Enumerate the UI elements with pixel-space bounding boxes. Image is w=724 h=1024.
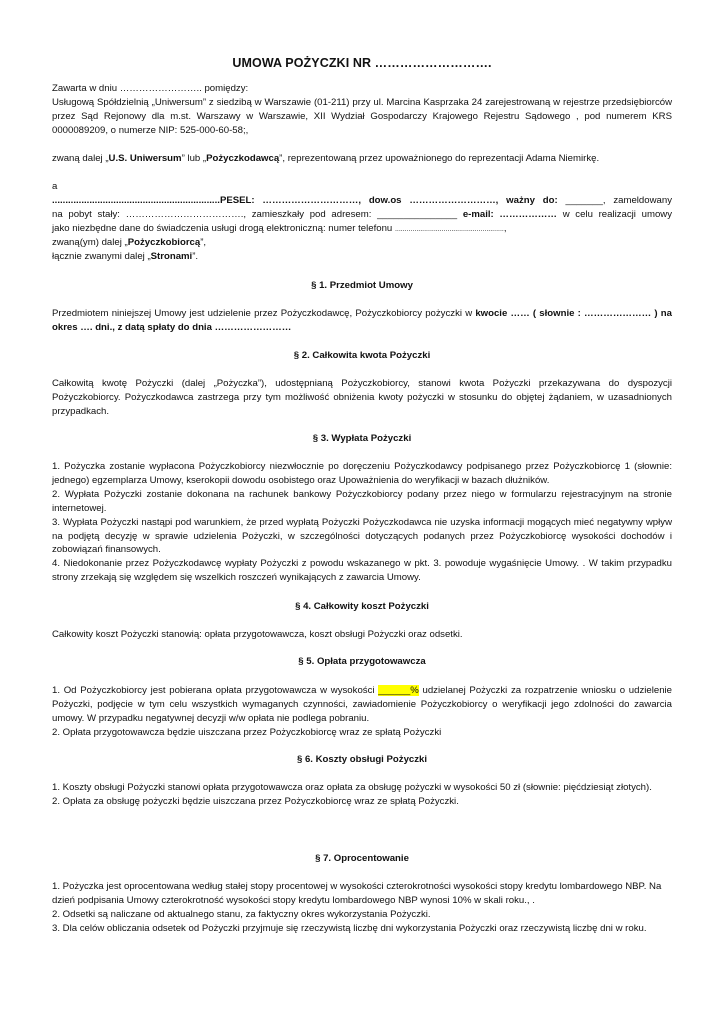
- section-5-point-1: 1. Od Pożyczkobiorcy jest pobierana opłata przygotowawcza w wysokości ______% udzielanej Pożyczki za rozpatrzenie wniosku o udzielenie Pożyczki, podjęcie w tym celu wszystkich wymaganych czynności, zawiadomienie Pożyczkobiorcy o weryfikacji jego zdolności do zawarcia umowy. W przypadku negatywnej decyzji w/w opłata nie podlega pobraniu.: [52, 685, 672, 724]
- section-3-heading: § 3. Wypłata Pożyczki: [312, 433, 412, 444]
- section-3-point-1: 1. Pożyczka zostanie wypłacona Pożyczkobiorcy niezwłocznie po doręczeniu Pożyczkodawcy podpisanego przez Pożyczkobiorcę 1 (słownie: jednego) egzemplarza Umowy, kserokopii dowodu osobistego oraz Upoważnienia do weryfikacji w bazach dłużników.: [52, 461, 672, 486]
- section-2-heading: § 2. Całkowita kwota Pożyczki: [293, 350, 431, 361]
- section-1-heading: § 1. Przedmiot Umowy: [311, 280, 413, 291]
- section-3-point-3: 3. Wypłata Pożyczki nastąpi pod warunkiem, że przed wypłatą Pożyczki Pożyczkodawca nie uzyska informacji mogących mieć negatywny wpływ na podjętą decyzję w sprawie udzielenia Pożyczki, w szczególności dotyczących podanych przez Pożyczkobiorcę wysokości dochodów i zobowiązań finansowych.: [52, 516, 672, 556]
- section-6-body: [52, 781, 672, 809]
- section-6-point-1: 1. Koszty obsługi Pożyczki stanowi opłata przygotowawcza oraz opłata za obsługę pożyczki w wysokości 50 zł (słownie: pięćdziesiąt złotych).: [52, 782, 652, 793]
- section-5-heading: § 5. Opłata przygotowawcza: [298, 656, 426, 667]
- section-4-heading: § 4. Całkowity koszt Pożyczki: [295, 601, 429, 612]
- section-7-point-2: 2. Odsetki są naliczane od aktualnego stanu, za faktyczny okres wykorzystania Pożyczki.: [52, 908, 431, 920]
- section-7-body: [52, 880, 672, 936]
- document-title: UMOWA POŻYCZKI NR ……………………….: [232, 56, 492, 70]
- fee-percent-field: ______%: [378, 685, 419, 696]
- section-7-heading: § 7. Oprocentowanie: [315, 853, 409, 864]
- borrower-role-name: Pożyczkobiorcą: [127, 237, 201, 248]
- and-conjunction: a: [52, 181, 58, 192]
- section-4-text: Całkowity koszt Pożyczki stanowią: opłata przygotowawcza, koszt obsługi Pożyczki oraz odsetki.: [52, 629, 463, 640]
- borrower-line-2: na pobyt stały: ………………………………., zamieszkały pod adresem: _______________ e-mail: ……………… w celu realizacji umowy: [52, 209, 673, 220]
- section-7-point-3: 3. Dla celów obliczania odsetek od Pożyczki przyjmuje się rzeczywistą liczbę dni wykorzystania Pożyczki oraz rzeczywistą liczbę dni w roku.: [52, 922, 647, 934]
- section-2-text: Całkowitą kwotę Pożyczki (dalej „Pożyczka”), udostępnianą Pożyczkobiorcy, stanowi kwota Pożyczki przekazywana do dyspozycji Pożyczkobiorcy. Pożyczkodawca zastrzega przy tym możliwość obniżenia kwoty pożyczki w stosunku do objętej żądaniem, w uzasadnionych przypadkach.: [52, 378, 672, 417]
- section-3-point-2: 2. Wypłata Pożyczki zostanie dokonana na rachunek bankowy Pożyczkobiorcy podany przez niego w formularzu rejestracyjnym na stronie internetowej.: [52, 488, 672, 514]
- section-3-point-4: 4. Niedokonanie przez Pożyczkodawcę wypłaty Pożyczki z powodu wskazanego w pkt. 3. powoduje wygaśnięcie Umowy. . W takim przypadku strony zrzekają się względem się wszelkich roszczeń wynikających z zawarcia Umowy.: [52, 558, 672, 584]
- lender-role-name: Pożyczkodawcą: [206, 153, 280, 164]
- lender-paragraph: Usługową Spółdzielnią „Uniwersum” z siedzibą w Warszawie (01-211) przy ul. Marcina Kasprzaka 24 zarejestrowaną w rejestrze przedsiębiorców przez Sąd Rejonowy dla m.st. Warszawy w Warszawie, XII Wydział Gospodarczy Krajowego Rejestru Sądowego , pod numerem KRS 0000089209, o numerze NIP: 525-000-60-58;,: [52, 97, 672, 136]
- section-6-heading: § 6. Koszty obsługi Pożyczki: [296, 754, 428, 765]
- borrower-line-1: ...............................................................PESEL: …………………………, dow.os ………………………, ważny do: _______, zameldowany: [52, 195, 672, 206]
- section-6-point-2: 2. Opłata za obsługę pożyczki będzie uiszczana przez Pożyczkobiorcę wraz ze spłatą Pożyczki.: [52, 795, 459, 807]
- borrower-pesel: PESEL: …………………………, dow.os ………………………, ważny do:: [219, 195, 558, 206]
- contract-date-line: Zawarta w dniu …………………….. pomiędzy:: [52, 83, 249, 94]
- section-5-point-2: 2. Opłata przygotowawcza będzie uiszczana przez Pożyczkobiorcę wraz ze spłatą Pożyczki: [52, 726, 442, 738]
- section-1-text: Przedmiotem niniejszej Umowy jest udzielenie przez Pożyczkodawcę, Pożyczkobiorcy pożyczki w kwocie …… ( słownie : ………………… ) na okres …. dni., z datą spłaty do dnia ……………………: [52, 308, 672, 333]
- section-5-body: [52, 684, 672, 740]
- borrower-email: e-mail: ………………: [462, 209, 557, 220]
- section-3-body: [52, 460, 672, 585]
- lender-called-line: zwaną dalej „U.S. Uniwersum” lub „Pożyczkodawcą”, reprezentowaną przez upoważnionego do reprezentacji Adama Niemirkę.: [52, 153, 600, 164]
- parties-line: łącznie zwanymi dalej „Stronami”.: [52, 251, 199, 262]
- borrower-called-line: zwaną(ym) dalej „Pożyczkobiorcą”,: [52, 237, 207, 248]
- section-7-point-1: 1. Pożyczka jest oprocentowana według stałej stopy procentowej w wysokości czterokrotności wysokości stopy kredytu lombardowego NBP. Na dzień podpisania Umowy czterokrotność wysokości stopy kredytu lombardowego NBP wynosi 10% w skali roku., .: [52, 881, 662, 906]
- loan-amount-terms: kwocie …… ( słownie : ………………… ) na okres …. dni., z datą spłaty do dnia ……………………: [52, 308, 672, 333]
- borrower-line-3: jako niezbędne dane do świadczenia usługi drogą elektroniczną: numer telefonu ........................................................,: [52, 223, 507, 234]
- parties-name: Stronami: [150, 251, 193, 262]
- lender-short-name: U.S. Uniwersum: [108, 153, 182, 164]
